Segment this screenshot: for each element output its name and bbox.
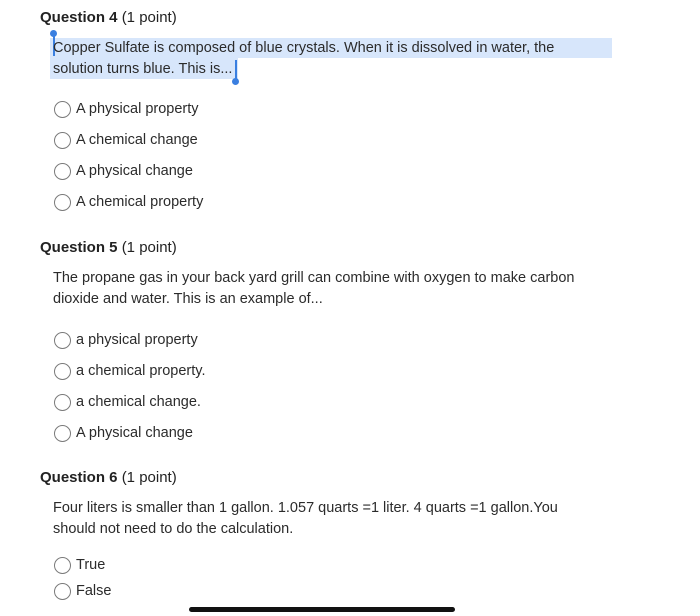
question-4-title [40,9,177,26]
question-4-text [53,38,613,80]
question-4-option-1[interactable] [54,98,199,120]
question-5-option-1[interactable] [54,329,198,351]
radio-button[interactable] [54,363,71,380]
question-6-text [53,498,613,540]
question-5-option-3[interactable] [54,391,201,413]
question-5-points: (1 point) [121,239,177,256]
radio-button[interactable] [54,583,71,600]
radio-button[interactable] [54,132,71,149]
option-label: A chemical property [76,194,204,210]
option-label: a chemical property. [76,363,206,379]
question-text-line: Four liters is smaller than 1 gallon. 1.057 quarts =1 liter. 4 quarts =1 gallon.You [53,500,558,516]
question-4-option-2[interactable] [54,129,198,151]
question-4-option-4[interactable] [54,191,203,213]
question-6-title [40,469,177,486]
question-6-option-2[interactable] [54,580,111,602]
question-text-line: Copper Sulfate is composed of blue crystals. When it is dissolved in water, the [53,40,555,56]
radio-button[interactable] [54,194,71,211]
question-6-points: (1 point) [121,469,177,486]
option-label: a physical property [76,332,198,348]
radio-button[interactable] [54,163,71,180]
question-text-line: The propane gas in your back yard grill can combine with oxygen to make carbon [53,270,575,286]
option-label: A chemical change [76,132,198,148]
question-5-title [40,239,177,256]
question-5-number: Question 5 [40,239,118,256]
question-4-option-3[interactable] [54,160,193,182]
option-label: True [76,557,106,573]
question-5-option-2[interactable] [54,360,205,382]
home-indicator[interactable] [189,607,455,612]
option-label: a chemical change. [76,394,201,410]
question-5-text [53,268,613,310]
option-label: False [76,583,112,599]
question-text-line: dioxide and water. This is an example of... [53,291,323,307]
radio-button[interactable] [54,101,71,118]
radio-button[interactable] [54,394,71,411]
radio-button[interactable] [54,557,71,574]
option-label: A physical change [76,163,193,179]
question-5-option-4[interactable] [54,422,193,444]
question-6-number: Question 6 [40,469,118,486]
question-4-points: (1 point) [121,9,177,26]
question-4-number: Question 4 [40,9,118,26]
radio-button[interactable] [54,425,71,442]
selection-start-handle[interactable] [50,30,57,37]
option-label: A physical property [76,101,199,117]
question-text-line: solution turns blue. This is... [53,61,233,77]
option-label: A physical change [76,425,193,441]
question-6-option-1[interactable] [54,554,105,576]
question-text-line: should not need to do the calculation. [53,521,294,537]
radio-button[interactable] [54,332,71,349]
